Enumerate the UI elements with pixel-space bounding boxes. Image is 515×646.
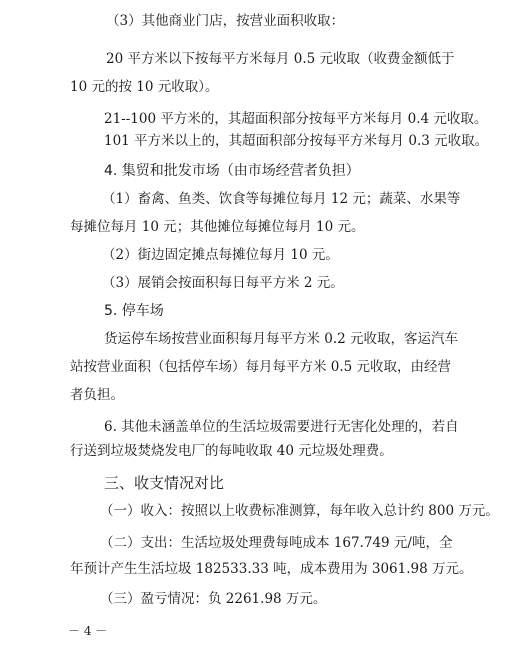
text-line: （3）其他商业门店，按营业面积收取： [106, 13, 345, 29]
text-line: （3）展销会按面积每日每平方米 2 元。 [102, 275, 344, 291]
text-line: 10 元的按 10 元收取）。 [70, 79, 219, 95]
text-line: （一）收入：按照以上收费标准测算，每年收入总计约 800 万元。 [100, 503, 499, 519]
text-line: 21--100 平方米的，其超面积部分按每平方米每月 0.4 元收取。 [104, 111, 488, 127]
text-line: （三）盈亏情况：负 2261.98 万元。 [100, 591, 327, 607]
text-line: 行送到垃圾焚烧发电厂的每吨收取 40 元垃圾处理费。 [70, 443, 393, 459]
text-line: 每摊位每月 10 元；其他摊位每摊位每月 10 元。 [70, 219, 365, 235]
section-heading: 三、收支情况对比 [104, 474, 225, 492]
text-line: 者负担。 [70, 387, 124, 403]
text-line: 20 平方米以下按每平方米每月 0.5 元收取（收费金额低于 [106, 51, 455, 67]
text-line: 年预计产生生活垃圾 182533.33 吨，成本费用为 3061.98 万元。 [70, 561, 473, 577]
text-line: 101 平方米以上的，其超面积部分按每平方米每月 0.3 元收取。 [104, 133, 489, 149]
text-line: 货运停车场按营业面积每月每平方米 0.2 元收取，客运汽车 [104, 331, 459, 347]
text-line: （二）支出：生活垃圾处理费每吨成本 167.749 元/吨，全 [100, 535, 453, 551]
text-line: 6. 其他未涵盖单位的生活垃圾需要进行无害化处理的，若自 [104, 419, 459, 435]
text-line: 站按营业面积（包括停车场）每月每平方米 0.5 元收取，由经营 [70, 359, 452, 375]
text-line: （2）街边固定摊点每摊位每月 10 元。 [102, 247, 339, 263]
section-heading: 5. 停车场 [104, 303, 164, 319]
text-line: （1）畜禽、鱼类、饮食等每摊位每月 12 元；蔬菜、水果等 [102, 191, 461, 207]
section-heading: 4. 集贸和批发市场（由市场经营者负担） [104, 163, 360, 179]
page-number: － 4 － [68, 624, 108, 638]
